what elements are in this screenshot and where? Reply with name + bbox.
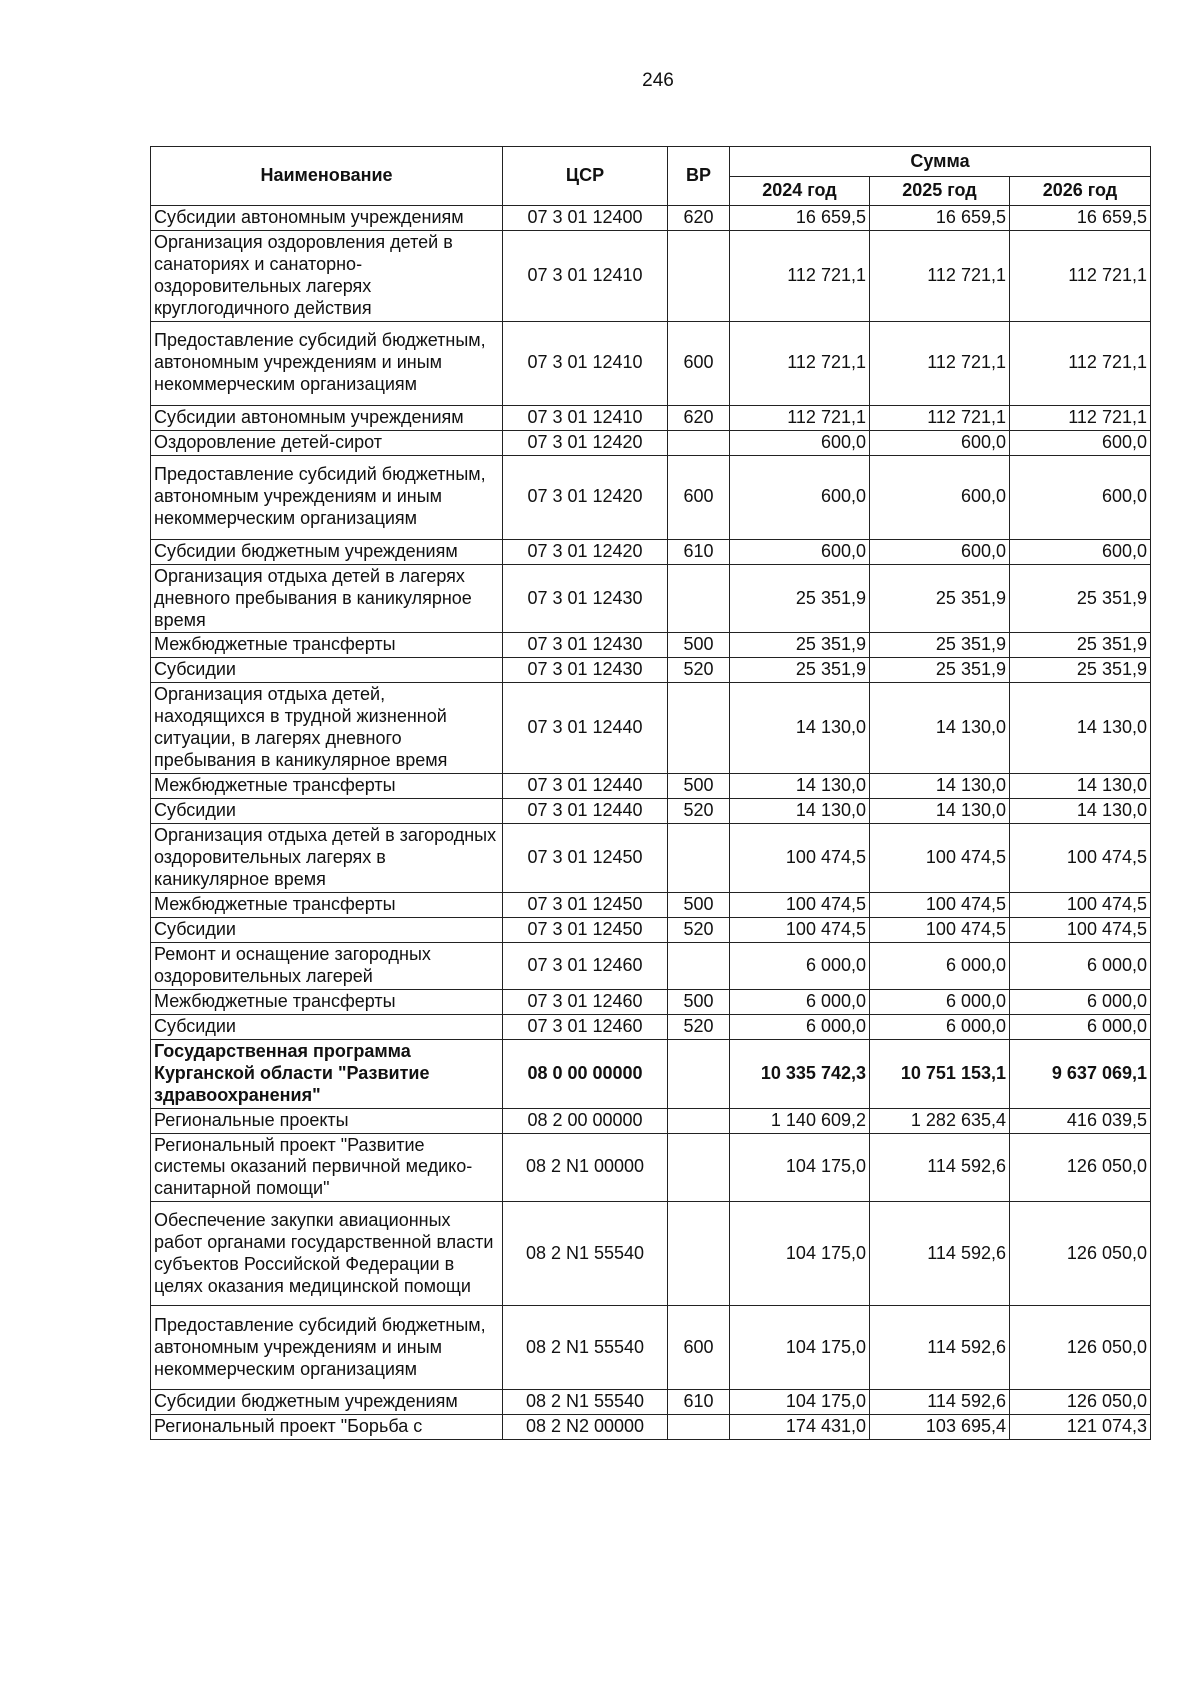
row-value-2026: 112 721,1 [1010, 230, 1151, 321]
row-name: Предоставление субсидий бюджетным, автономным учреждениям и иным некоммерческим организациям [151, 1306, 503, 1390]
row-csr: 07 3 01 12400 [503, 206, 668, 231]
table-row [151, 1039, 1151, 1108]
table-row [151, 1390, 1151, 1415]
row-value-2024: 25 351,9 [730, 658, 870, 683]
row-value-2025: 10 751 153,1 [870, 1039, 1010, 1108]
row-vr [668, 942, 730, 989]
row-name: Субсидии автономным учреждениям [151, 405, 503, 430]
row-csr: 07 3 01 12410 [503, 405, 668, 430]
row-value-2026: 121 074,3 [1010, 1415, 1151, 1440]
row-value-2024: 112 721,1 [730, 230, 870, 321]
row-value-2024: 112 721,1 [730, 321, 870, 405]
table-row [151, 1014, 1151, 1039]
row-value-2024: 104 175,0 [730, 1390, 870, 1415]
row-csr: 07 3 01 12430 [503, 633, 668, 658]
row-value-2025: 114 592,6 [870, 1306, 1010, 1390]
page-number: 246 [642, 70, 674, 91]
row-value-2026: 16 659,5 [1010, 206, 1151, 231]
row-csr: 07 3 01 12450 [503, 917, 668, 942]
table-row [151, 321, 1151, 405]
row-value-2024: 174 431,0 [730, 1415, 870, 1440]
row-name: Организация отдыха детей в загородных оздоровительных лагерях в каникулярное время [151, 824, 503, 893]
row-value-2026: 100 474,5 [1010, 892, 1151, 917]
header-name: Наименование [151, 147, 503, 206]
row-value-2024: 25 351,9 [730, 564, 870, 633]
header-year-2025: 2025 год [870, 177, 1010, 206]
row-value-2026: 126 050,0 [1010, 1306, 1151, 1390]
header-year-2026: 2026 год [1010, 177, 1151, 206]
row-value-2026: 6 000,0 [1010, 989, 1151, 1014]
table-row [151, 892, 1151, 917]
row-value-2024: 104 175,0 [730, 1306, 870, 1390]
row-vr: 520 [668, 1014, 730, 1039]
row-value-2024: 14 130,0 [730, 799, 870, 824]
row-name: Организация отдыха детей, находящихся в трудной жизненной ситуации, в лагерях дневного пребывания в каникулярное время [151, 683, 503, 774]
row-value-2026: 25 351,9 [1010, 633, 1151, 658]
table-row [151, 917, 1151, 942]
row-value-2026: 600,0 [1010, 455, 1151, 539]
row-name: Оздоровление детей-сирот [151, 430, 503, 455]
row-vr: 600 [668, 321, 730, 405]
row-name: Предоставление субсидий бюджетным, автономным учреждениям и иным некоммерческим организациям [151, 321, 503, 405]
header-csr: ЦСР [503, 147, 668, 206]
row-value-2025: 100 474,5 [870, 917, 1010, 942]
row-value-2026: 25 351,9 [1010, 564, 1151, 633]
row-value-2025: 112 721,1 [870, 405, 1010, 430]
row-value-2024: 25 351,9 [730, 633, 870, 658]
row-value-2025: 1 282 635,4 [870, 1108, 1010, 1133]
row-value-2025: 600,0 [870, 455, 1010, 539]
row-value-2025: 14 130,0 [870, 683, 1010, 774]
row-vr [668, 1039, 730, 1108]
row-csr: 07 3 01 12430 [503, 564, 668, 633]
header-sum: Сумма [730, 147, 1151, 177]
row-vr: 500 [668, 774, 730, 799]
row-vr: 610 [668, 539, 730, 564]
row-value-2024: 600,0 [730, 430, 870, 455]
row-name: Субсидии [151, 658, 503, 683]
row-vr [668, 683, 730, 774]
row-csr: 08 2 N1 55540 [503, 1390, 668, 1415]
row-vr: 620 [668, 405, 730, 430]
row-vr: 600 [668, 1306, 730, 1390]
row-vr: 520 [668, 799, 730, 824]
row-csr: 07 3 01 12440 [503, 683, 668, 774]
row-value-2025: 114 592,6 [870, 1133, 1010, 1202]
row-vr [668, 230, 730, 321]
row-csr: 08 2 N1 55540 [503, 1202, 668, 1306]
row-value-2025: 16 659,5 [870, 206, 1010, 231]
row-vr [668, 430, 730, 455]
row-value-2025: 25 351,9 [870, 564, 1010, 633]
row-csr: 07 3 01 12410 [503, 230, 668, 321]
row-value-2026: 14 130,0 [1010, 799, 1151, 824]
row-value-2025: 103 695,4 [870, 1415, 1010, 1440]
row-csr: 07 3 01 12420 [503, 430, 668, 455]
row-csr: 07 3 01 12440 [503, 774, 668, 799]
row-vr [668, 824, 730, 893]
table-row [151, 774, 1151, 799]
row-value-2024: 10 335 742,3 [730, 1039, 870, 1108]
row-value-2026: 112 721,1 [1010, 321, 1151, 405]
row-name: Субсидии [151, 1014, 503, 1039]
row-name: Организация отдыха детей в лагерях дневного пребывания в каникулярное время [151, 564, 503, 633]
row-value-2025: 100 474,5 [870, 824, 1010, 893]
row-value-2025: 114 592,6 [870, 1202, 1010, 1306]
row-csr: 07 3 01 12420 [503, 539, 668, 564]
row-value-2025: 112 721,1 [870, 230, 1010, 321]
row-vr: 600 [668, 455, 730, 539]
row-csr: 07 3 01 12450 [503, 892, 668, 917]
table-row [151, 455, 1151, 539]
row-value-2026: 112 721,1 [1010, 405, 1151, 430]
row-value-2024: 100 474,5 [730, 892, 870, 917]
row-value-2025: 14 130,0 [870, 774, 1010, 799]
row-value-2026: 600,0 [1010, 539, 1151, 564]
row-csr: 07 3 01 12440 [503, 799, 668, 824]
row-vr [668, 1415, 730, 1440]
row-vr: 500 [668, 633, 730, 658]
row-name: Субсидии [151, 917, 503, 942]
header-year-2024: 2024 год [730, 177, 870, 206]
row-value-2024: 600,0 [730, 539, 870, 564]
row-csr: 08 2 N2 00000 [503, 1415, 668, 1440]
row-value-2024: 14 130,0 [730, 774, 870, 799]
row-value-2024: 100 474,5 [730, 824, 870, 893]
row-vr: 610 [668, 1390, 730, 1415]
row-name: Межбюджетные трансферты [151, 633, 503, 658]
budget-table [150, 146, 1151, 1440]
table-row [151, 942, 1151, 989]
table-header [151, 147, 1151, 206]
row-value-2025: 100 474,5 [870, 892, 1010, 917]
row-value-2025: 14 130,0 [870, 799, 1010, 824]
row-value-2024: 6 000,0 [730, 1014, 870, 1039]
table-row [151, 989, 1151, 1014]
row-value-2026: 100 474,5 [1010, 824, 1151, 893]
row-value-2025: 6 000,0 [870, 942, 1010, 989]
row-value-2025: 6 000,0 [870, 989, 1010, 1014]
row-vr [668, 1108, 730, 1133]
row-value-2026: 14 130,0 [1010, 774, 1151, 799]
table-row [151, 539, 1151, 564]
row-value-2026: 600,0 [1010, 430, 1151, 455]
row-name: Обеспечение закупки авиационных работ органами государственной власти субъектов Российской Федерации в целях оказания медицинской помощи [151, 1202, 503, 1306]
row-value-2025: 25 351,9 [870, 633, 1010, 658]
row-name: Субсидии бюджетным учреждениям [151, 539, 503, 564]
row-vr [668, 564, 730, 633]
row-value-2026: 100 474,5 [1010, 917, 1151, 942]
table-row [151, 658, 1151, 683]
row-vr [668, 1202, 730, 1306]
row-value-2025: 600,0 [870, 430, 1010, 455]
row-value-2026: 9 637 069,1 [1010, 1039, 1151, 1108]
row-value-2026: 416 039,5 [1010, 1108, 1151, 1133]
table-row [151, 564, 1151, 633]
row-name: Региональный проект "Борьба с [151, 1415, 503, 1440]
table-row [151, 430, 1151, 455]
row-name: Региональные проекты [151, 1108, 503, 1133]
table-row [151, 206, 1151, 231]
table-row [151, 799, 1151, 824]
table-row [151, 1133, 1151, 1202]
row-csr: 08 2 00 00000 [503, 1108, 668, 1133]
table-row [151, 405, 1151, 430]
row-value-2024: 104 175,0 [730, 1133, 870, 1202]
row-value-2024: 112 721,1 [730, 405, 870, 430]
table-row [151, 824, 1151, 893]
row-value-2024: 6 000,0 [730, 989, 870, 1014]
row-value-2026: 6 000,0 [1010, 942, 1151, 989]
row-csr: 07 3 01 12460 [503, 1014, 668, 1039]
row-value-2025: 600,0 [870, 539, 1010, 564]
row-csr: 08 2 N1 00000 [503, 1133, 668, 1202]
table-row [151, 230, 1151, 321]
row-name: Межбюджетные трансферты [151, 774, 503, 799]
row-name: Субсидии бюджетным учреждениям [151, 1390, 503, 1415]
table-body [151, 206, 1151, 1440]
row-value-2025: 6 000,0 [870, 1014, 1010, 1039]
table-row [151, 633, 1151, 658]
row-value-2024: 104 175,0 [730, 1202, 870, 1306]
row-csr: 07 3 01 12420 [503, 455, 668, 539]
row-name: Ремонт и оснащение загородных оздоровительных лагерей [151, 942, 503, 989]
row-name: Государственная программа Курганской области "Развитие здравоохранения" [151, 1039, 503, 1108]
row-csr: 08 2 N1 55540 [503, 1306, 668, 1390]
row-name: Межбюджетные трансферты [151, 892, 503, 917]
row-vr [668, 1133, 730, 1202]
table-row [151, 1306, 1151, 1390]
row-value-2024: 16 659,5 [730, 206, 870, 231]
row-vr: 620 [668, 206, 730, 231]
row-value-2024: 1 140 609,2 [730, 1108, 870, 1133]
row-value-2024: 600,0 [730, 455, 870, 539]
row-vr: 500 [668, 989, 730, 1014]
row-value-2026: 14 130,0 [1010, 683, 1151, 774]
row-value-2025: 114 592,6 [870, 1390, 1010, 1415]
row-csr: 07 3 01 12460 [503, 989, 668, 1014]
row-vr: 500 [668, 892, 730, 917]
row-vr: 520 [668, 658, 730, 683]
table-row [151, 1415, 1151, 1440]
row-name: Предоставление субсидий бюджетным, автономным учреждениям и иным некоммерческим организациям [151, 455, 503, 539]
row-csr: 07 3 01 12450 [503, 824, 668, 893]
row-vr: 520 [668, 917, 730, 942]
header-vr: ВР [668, 147, 730, 206]
row-value-2025: 25 351,9 [870, 658, 1010, 683]
row-value-2026: 6 000,0 [1010, 1014, 1151, 1039]
row-csr: 07 3 01 12460 [503, 942, 668, 989]
row-name: Субсидии автономным учреждениям [151, 206, 503, 231]
row-value-2024: 100 474,5 [730, 917, 870, 942]
row-name: Субсидии [151, 799, 503, 824]
row-value-2026: 126 050,0 [1010, 1133, 1151, 1202]
table-row [151, 1202, 1151, 1306]
row-value-2024: 14 130,0 [730, 683, 870, 774]
row-name: Региональный проект "Развитие системы оказаний первичной медико-санитарной помощи" [151, 1133, 503, 1202]
row-value-2026: 126 050,0 [1010, 1390, 1151, 1415]
row-name: Организация оздоровления детей в санаториях и санаторно-оздоровительных лагерях круглогодичного действия [151, 230, 503, 321]
row-value-2026: 126 050,0 [1010, 1202, 1151, 1306]
table-row [151, 683, 1151, 774]
row-value-2026: 25 351,9 [1010, 658, 1151, 683]
row-csr: 07 3 01 12430 [503, 658, 668, 683]
row-value-2025: 112 721,1 [870, 321, 1010, 405]
row-csr: 08 0 00 00000 [503, 1039, 668, 1108]
table-row [151, 1108, 1151, 1133]
row-csr: 07 3 01 12410 [503, 321, 668, 405]
row-value-2024: 6 000,0 [730, 942, 870, 989]
row-name: Межбюджетные трансферты [151, 989, 503, 1014]
